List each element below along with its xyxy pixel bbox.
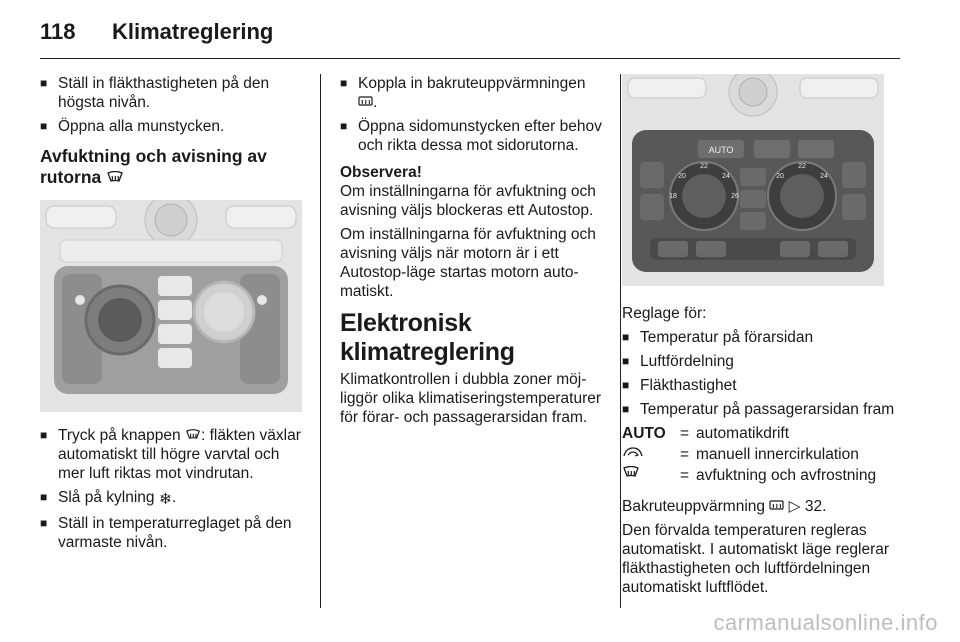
climate-panel-illustration [40,200,302,412]
definition-row: AUTO = automatikdrift [622,424,876,445]
bullet-side-vents: ■ Öppna sidomunstycken efter behov och rikta dessa mot sidorutorna. [340,117,604,155]
rear-heating-reference: Bakruteuppvärmning ▷ 32. [622,498,827,515]
climate-panel-photo-2 [622,74,884,286]
dial-number: 24 [820,173,828,180]
bullet-temperature-warmest: ■ Ställ in temperaturreglaget på den varmaste nivån. [40,514,302,552]
control-item: ■ Fläkthastighet [622,376,902,395]
controls-intro: Reglage för: [622,305,707,322]
dial-number: 20 [678,173,686,180]
page-reference-arrow-icon: ▷ [788,498,801,515]
dial-number: 26 [731,193,739,200]
defrost-icon [185,429,201,442]
watermark: carmanualsonline.info [713,610,938,635]
definition-value: automatikdrift [696,425,790,442]
dial-number: 22 [798,163,806,170]
rear-window-heating-icon [358,96,373,109]
note-title: Observera! [340,164,422,181]
page-number: 118 [40,19,76,44]
bullet-cooling-on: ■ Slå på kylning ❄. [40,488,302,509]
column-divider-left [320,74,321,608]
section-heading-defrost: Avfuktning och avisning av rutorna [40,146,267,187]
symbol-definitions [622,424,876,487]
definition-key: AUTO [622,425,666,442]
rear-window-heating-icon [769,500,784,513]
control-item: ■ Temperatur på passagerarsidan fram [622,400,902,419]
column-1 [40,74,302,557]
definition-value: avfuktning och avfrostning [696,467,877,484]
bullet-rear-heating: ■ Koppla in bakruteuppvärmningen . [340,74,604,112]
definition-row: = manuell innercirkulation [622,445,876,466]
section-heading-electronic-climate: Elektronisk klimatreglering [340,309,515,366]
bullet-press-defrost: ■ Tryck på knappen : fläkten växlar automatiskt till högre varvtal och mer luft riktas mot vindrutan. [40,426,302,483]
bullet-open-vents: ■ Öppna alla munstycken. [40,117,302,136]
column-2 [340,74,604,432]
defrost-icon [622,466,640,480]
column-divider-right [620,74,621,608]
dial-number: 20 [776,173,784,180]
note-paragraph-1: Om inställningarna för avfuktning och avisning väljs blockeras ett Autostop. [340,183,596,219]
control-item: ■ Temperatur på förarsidan [622,328,902,347]
defrost-icon [106,171,124,185]
dial-number: 22 [700,163,708,170]
column-3 [622,74,902,602]
auto-label: AUTO [708,145,734,155]
climate-panel-photo-1 [40,200,302,412]
page-header [40,14,273,50]
chapter-title: Klimatreglering [112,19,274,44]
dial-number: 24 [722,173,730,180]
header-rule [40,58,900,59]
control-item: ■ Luftfördelning [622,352,902,371]
intro-paragraph: Klimatkontrollen i dubbla zoner möjliggör olika klimatiseringstemperaturer för förar- och passagerarsidan fram. [340,371,602,426]
definition-row: = avfuktning och avfrostning [622,466,876,487]
electronic-climate-panel-illustration [622,74,884,286]
default-temperature-paragraph: Den förvalda temperaturen regleras automatiskt. I automatiskt läge reglerar fläkthastigheten och luftfördelningen automatiskt luftflödet. [622,522,890,596]
snowflake-icon: ❄ [158,491,172,508]
page-reference[interactable]: 32. [804,498,827,515]
recirculation-icon [622,445,644,459]
dial-number: 18 [669,193,677,200]
definition-value: manuell innercirkulation [696,446,859,463]
note-paragraph-2: Om inställningarna för avfuktning och avisning väljs när motorn är i ett Autostop-läge startas motorn automatiskt. [340,226,596,300]
bullet-fan-speed: ■ Ställ in fläkthastigheten på den högsta nivån. [40,74,302,112]
